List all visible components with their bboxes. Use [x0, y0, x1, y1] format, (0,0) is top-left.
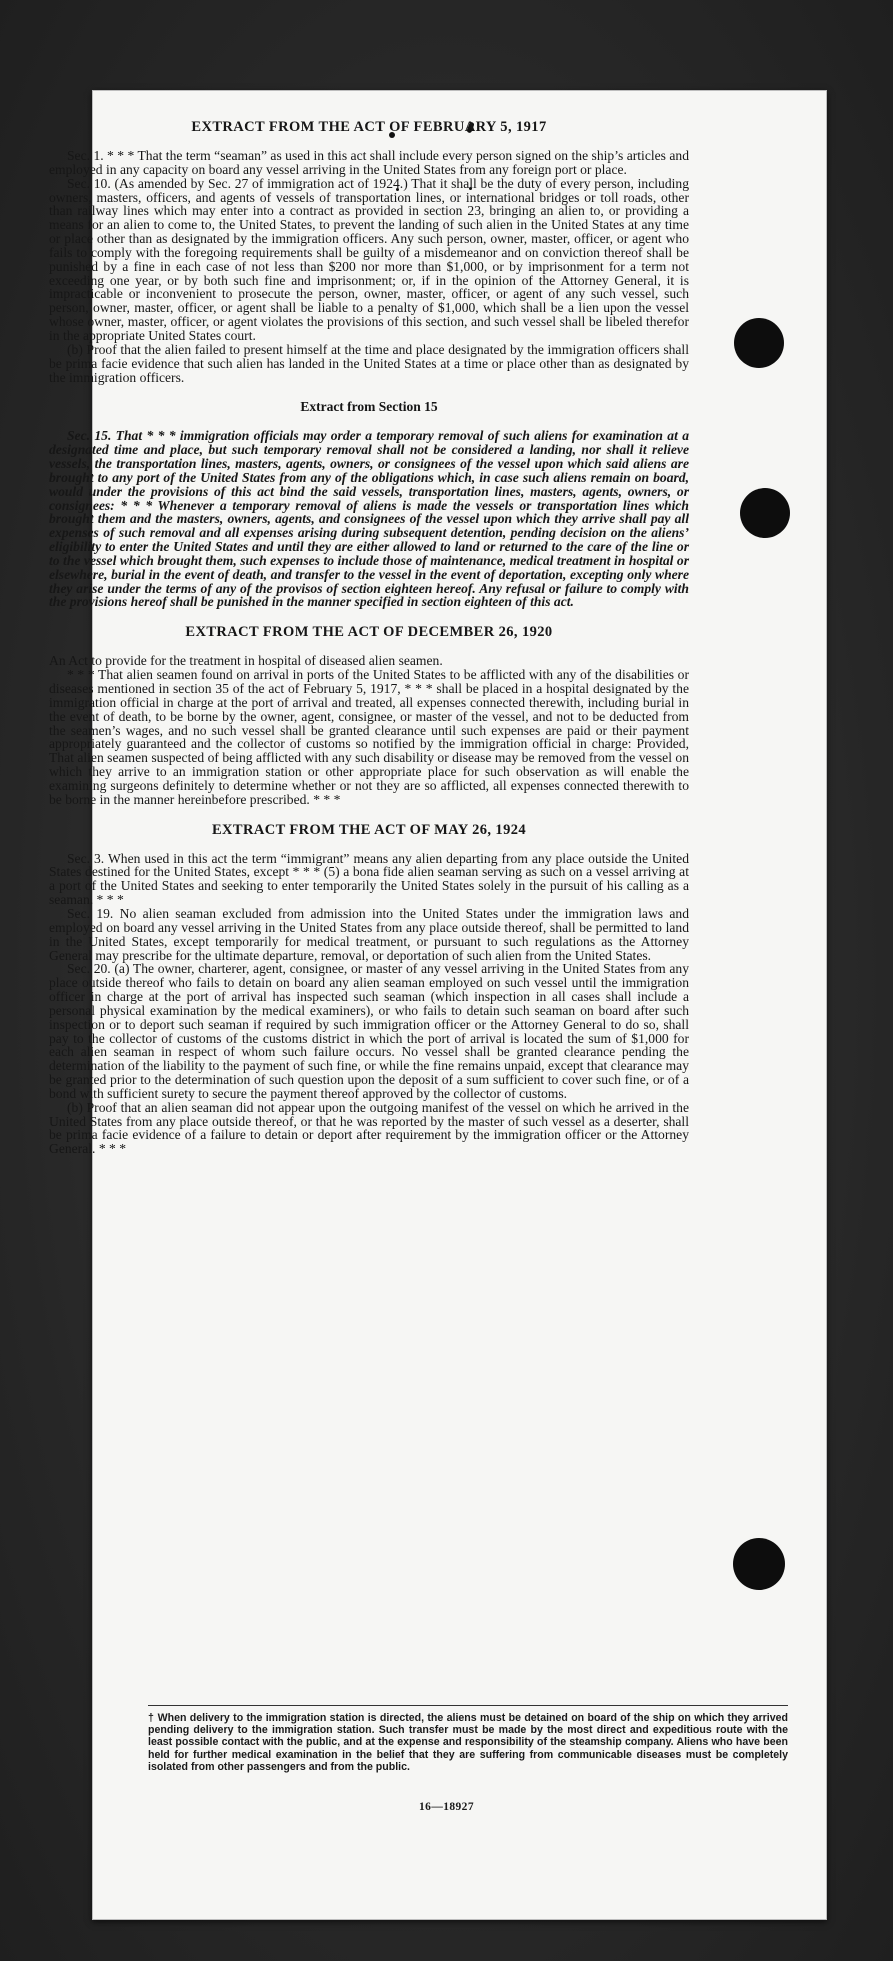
heading-act-1924: EXTRACT FROM THE ACT OF MAY 26, 1924 [211, 821, 527, 838]
footnote: † When delivery to the immigration station is directed, the aliens must be detained on board of the ship on which they arrived pending delivery to the immigration station. Such transfer must be made by the most direct and expeditious route with the least possible contact with the public, and at the expense and responsibility of the steamship company. Aliens who have been held for further medical examination in the belief that they are suffering from communicable diseases must be completely isolated from other passengers and from the public. [148, 1712, 788, 1773]
heading-act-1917: EXTRACT FROM THE ACT OF FEBRUARY 5, 1917 [191, 119, 547, 135]
punch-hole-bottom [733, 1538, 785, 1590]
heading-act-1920: EXTRACT FROM THE ACT OF DECEMBER 26, 1920 [185, 624, 553, 641]
paragraph-sec-3: Sec. 3. When used in this act the term “immigrant” means any alien departing from any place outside the United States destined for the United States, except * * * (5) a bona fide alien seaman serving as such on a vessel arriving at a port of the United States and seeking to enter temporarily the United States solely in the pursuit of his calling as a seaman. * * * [49, 850, 689, 908]
paragraph-sec-20-b: (b) Proof that an alien seaman did not appear upon the outgoing manifest of the vessel on which he arrived in the United States from any place outside thereof, or that he was reported by the master of such vessel as a deserter, shall be prima facie evidence of a failure to detain or deport after requirement by the immigration officer or the Attorney General. * * * [49, 1099, 689, 1157]
paragraph-act-title: An Act to provide for the treatment in hospital of diseased alien seamen. [49, 653, 443, 669]
footnote-divider [148, 1705, 788, 1706]
document-body [49, 118, 689, 1156]
paragraph-sec-10-b: (b) Proof that the alien failed to present himself at the time and place designated by the immigration officers shall be prima facie evidence that such alien has landed in the United States at a time or place other than as designated by the immigration officers. [49, 341, 689, 385]
paragraph-sec-1: Sec. 1. * * * That the term “seaman” as used in this act shall include every person signed on the ship’s articles and employed in any capacity on board any vessel arriving in the United States from any foreign port or place. [49, 148, 689, 177]
heading-section-15: Extract from Section 15 [300, 399, 438, 415]
form-number: 16—18927 [419, 1801, 474, 1813]
punch-hole-middle [740, 488, 790, 538]
paragraph-hospital-treatment: * * * That alien seamen found on arrival in ports of the United States to be afflicted with any of the disabilities or diseases mentioned in section 35 of the act of February 5, 1917, * * * shall be placed in a hospital designated by the immigration official in charge at the port of arrival and treated, all expenses connected therewith, including burial in the event of death, to be borne by the owner, agent, consignee, or master of the vessel, and not to be deducted from the seamen’s wages, and no such vessel shall be granted clearance until such expenses are paid or their payment appropriately guaranteed and the collector of customs so notified by the immigration official in charge: Provided, That alien seamen suspected of being afflicted with any such disability or disease may be removed from the vessel on which they arrive to an immigration station or other appropriate place for such observation as will enable the examining surgeons definitely to determine whether or not they are so afflicted, all expenses connected therewith to be borne in the manner hereinbefore prescribed. * * * [49, 667, 689, 807]
paragraph-sec-15: Sec. 15. That * * * immigration officials may order a temporary removal of such aliens for examination at a designated time and place, but such temporary removal shall not be considered a landing, nor shall it relieve vessels, the transportation lines, masters, agents, owners, or consignees of the vessel upon which said aliens are brought to any port of the United States from any of the obligations which, in case such aliens remain on board, would under the provisions of this act bind the said vessels, transportation lines, masters, agents, owners, or consignees: * * * Whenever a temporary removal of aliens is made the vessels or transportation lines which brought them and the masters, owners, agents, and consignees of the vessel upon which they arrive shall pay all expenses of such removal and all expenses arising during subsequent detention, pending decision on the aliens’ eligibility to enter the United States and until they are either allowed to land or returned to the care of the line or to the vessel which brought them, such expenses to include those of maintenance, medical treatment in hospital or elsewhere, burial in the event of death, and transfer to the vessel in the event of deportation, excepting only where they arise under the terms of any of the provisos of section eighteen hereof. Any refusal or failure to comply with the provisions hereof shall be punished in the manner specified in section eighteen of this act. [49, 428, 689, 610]
punch-hole-top [734, 318, 784, 368]
paragraph-sec-20-a: Sec. 20. (a) The owner, charterer, agent, consignee, or master of any vessel arriving in the United States from any place outside thereof who fails to detain on board any alien seaman employed on such vessel until the immigration officer in charge at the port of arrival has inspected such seaman (which inspection in all cases shall include a personal physical examination by the medical examiners), or who fails to detain such seaman on board after such inspection or to deport such seaman if required by such immigration officer or the Attorney General to do so, shall pay to the collector of customs of the customs district in which the port of arrival is located the sum of $1,000 for each alien seaman in respect of whom such failure occurs. No vessel shall be granted clearance pending the determination of the liability to the payment of such fine, or while the fine remains unpaid, except that clearance may be granted prior to the determination of such question upon the deposit of a sum sufficient to cover such fine, or of a bond with sufficient surety to secure the payment thereof approved by the collector of customs. [49, 961, 689, 1101]
paragraph-sec-10: Sec. 10. (As amended by Sec. 27 of immigration act of 1924.) That it shall be the duty of every person, including owners, masters, officers, and agents of vessels of transportation lines, or international bridges or toll roads, other than railway lines which may enter into a contract as provided in section 23, bringing an alien to, or providing a means for an alien to come to, the United States, to prevent the landing of such alien in the United States at any time or place other than as designated by the immigration officers. Any such person, owner, master, officer, or agent who fails to comply with the foregoing requirements shall be guilty of a misdemeanor and on conviction thereof shall be punished by a fine in each case of not less than $200 nor more than $1,000, or by imprisonment for a term not exceeding one year, or by both such fine and imprisonment; or, if in the opinion of the Attorney General, it is impracticable or inconvenient to prosecute the person, owner, master, officer, or agent of any such vessel, such person, owner, master, officer, or agent shall be liable to a penalty of $1,000, which shall be a lien upon the vessel whose owner, master, officer, or agent violates the provisions of this section, and such vessel shall be libeled therefor in the appropriate United States court. [49, 175, 689, 343]
paragraph-sec-19: Sec. 19. No alien seaman excluded from admission into the United States under the immigration laws and employed on board any vessel arriving in the United States from any place outside thereof, shall be permitted to land in the United States, except temporarily for medical treatment, or pursuant to such regulations as the Attorney General may prescribe for the ultimate departure, removal, or deportation of such alien from the United States. [49, 905, 689, 963]
